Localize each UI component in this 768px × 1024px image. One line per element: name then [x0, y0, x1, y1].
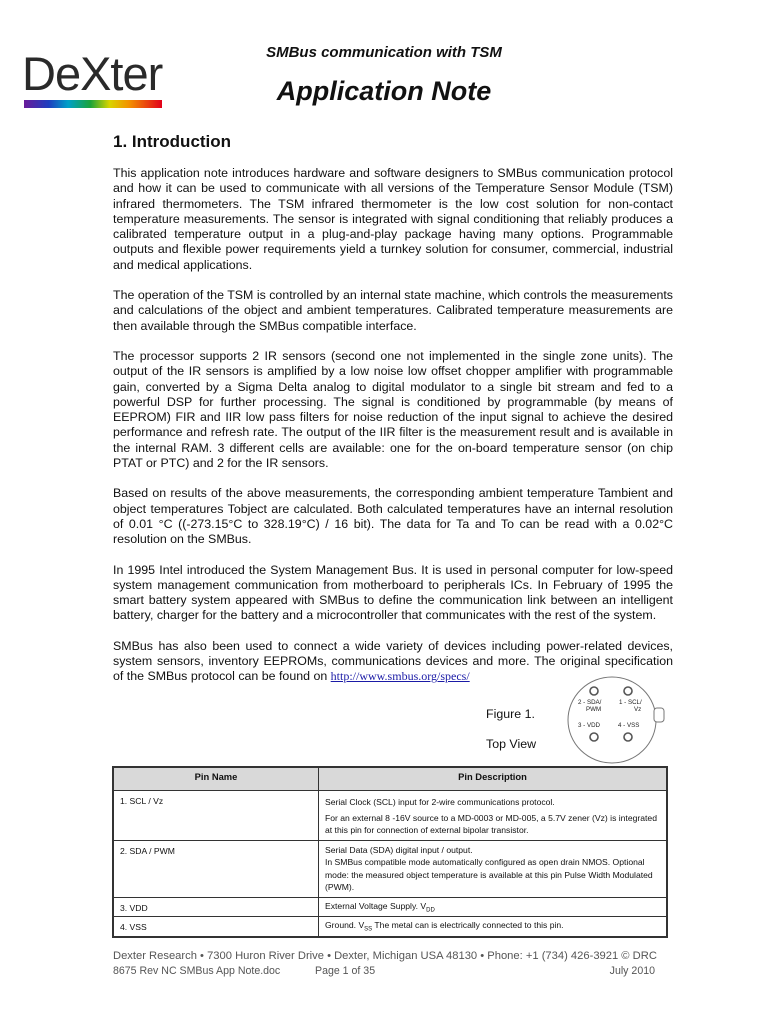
- paragraph-3: The processor supports 2 IR sensors (second one not implemented in the single zone units). The output of the IR sensors is amplified by a low noise low offset chopper amplifier with programmable gain, converted by a Sigma Delta analog to digital modulator to a single bit stream and fed to a powerful DSP for further processing. The signal is conditioned by programmable (by means of EEPROM) FIR and IIR low pass filters for noise reduction of the input signal to achieve the desired performance and refresh rate. The output of the IIR filter is the measurement result and is available in the internal RAM. 3 different cells are available: one for the on-board temperature sensor (on chip PTAT or PTC) and 2 for the IR sensors.: [113, 348, 673, 471]
- pin-2-label: 2 - SDA/: [578, 699, 602, 706]
- pin-table: [112, 766, 668, 938]
- table-row: [113, 897, 667, 917]
- pin-2-label-b: PWM: [586, 706, 602, 713]
- pinout-diagram: [562, 674, 674, 766]
- pin-desc-text: External Voltage Supply. V: [325, 900, 427, 911]
- table-row: [113, 917, 667, 937]
- pin-desc-subscript: SS: [364, 926, 373, 933]
- pin-desc-cell: [319, 840, 668, 897]
- can-outline: [568, 677, 656, 763]
- paragraph-6-text: SMBus has also been used to connect a wide variety of devices including power-related devices, system sensors, inventory EEPROMs, communications devices and more. The original specification of the SMBus protocol can be found on: [113, 638, 673, 684]
- pin-1-label-b: Vz: [634, 706, 642, 713]
- pin-1-label: 1 - SCL/: [619, 699, 642, 706]
- pin-desc-cell: [319, 917, 668, 937]
- footer-date: July 2010: [609, 965, 655, 977]
- pin-3-label: 3 - VDD: [578, 722, 601, 729]
- header-pin-description: Pin Description: [319, 767, 668, 791]
- paragraph-5: In 1995 Intel introduced the System Management Bus. It is used in personal computer for low-speed system management communication from motherboard to peripherals ICs. In February of 1995 the smart battery system appeared with SMBus to define the communication link between an intelligent battery, charger for the battery and a microcontroller that communicates with the rest of the system.: [113, 562, 673, 623]
- footer-doc-name: 8675 Rev NC SMBus App Note.doc: [113, 965, 281, 977]
- pin-3-dot: [590, 733, 598, 741]
- figure-view-label: Top View: [486, 737, 537, 751]
- pin-name-cell: 3. VDD: [113, 897, 319, 917]
- figure-label: Figure 1.: [486, 707, 535, 721]
- pin-name-cell: 2. SDA / PWM: [113, 840, 319, 897]
- pin-4-label: 4 - VSS: [618, 722, 640, 729]
- paragraph-2: The operation of the TSM is controlled by an internal state machine, which controls the measurements and calculations of the object and ambient temperatures. Calibrated temperature measurements are then available through the SMBus compatible interface.: [113, 288, 673, 333]
- paragraph-1: This application note introduces hardware and software designers to SMBus communication protocol and how it can be used to communicate with all versions of the Temperature Sensor Module (TSM) infrared thermometers. The TSM infrared thermometer is the low cost solution for non-contact temperature measurements. The sensor is integrated with signal conditioning that reliably produces a calibrated temperature output in a plug-and-play package having many options. Programmable outputs and flexible power requirements yield a turnkey solution for consumer, commercial, industrial and medical applications.: [113, 166, 673, 272]
- pin-4-dot: [624, 733, 632, 741]
- footer-address: Dexter Research • 7300 Huron River Drive • Dexter, Michigan USA 48130 • Phone: +1 (734) 426-3921 © DRC: [113, 950, 657, 962]
- pin-desc-line: In SMBus compatible mode automatically configured as open drain NMOS. Optional mode: the measured object temperature is available at this pin Pulse Width Modulated (PWM).: [325, 857, 653, 892]
- header-pin-name: Pin Name: [113, 767, 319, 791]
- tab-outline: [654, 708, 664, 722]
- pin-desc-line: For an external 8 -16V source to a MD-0003 or MD-005, a 5.7V zener (Vz) is integrated at this pin for connection of external bipolar transistor.: [325, 812, 657, 835]
- table-row: [113, 791, 667, 841]
- pin-1-dot: [624, 687, 632, 695]
- table-header-row: [113, 767, 667, 791]
- document-subtitle: SMBus communication with TSM: [266, 44, 502, 61]
- section-heading: 1. Introduction: [113, 132, 232, 151]
- pin-desc-text: Ground. V: [325, 920, 365, 931]
- pin-name-cell: 1. SCL / Vz: [113, 791, 319, 841]
- pin-desc-cell: [319, 791, 668, 841]
- table-row: [113, 840, 667, 897]
- smbus-specs-link[interactable]: http://www.smbus.org/specs/: [330, 669, 470, 684]
- pin-desc-cell: [319, 897, 668, 917]
- pin-desc-line: Serial Data (SDA) digital input / output.: [325, 844, 473, 855]
- document-title: Application Note: [276, 76, 492, 106]
- body-text: [113, 166, 673, 700]
- paragraph-4: Based on results of the above measurements, the corresponding ambient temperature Tambient and object temperatures Tobject are calculated. Both calculated temperatures have an internal resolution of 0.01 °C ((-273.15°C to 328.19°C) / 16 bit). The data for Ta and To can be read with a 0.02°C resolution on the SMBus.: [113, 486, 673, 547]
- pin-desc-line: Serial Clock (SCL) input for 2-wire communications protocol.: [325, 797, 555, 807]
- logo-wordmark: DeXter: [22, 47, 163, 100]
- footer-page-number: Page 1 of 35: [315, 965, 376, 977]
- pin-2-dot: [590, 687, 598, 695]
- pin-name-cell: 4. VSS: [113, 917, 319, 937]
- footer-meta: [113, 965, 655, 977]
- pin-desc-subscript: DD: [426, 907, 435, 914]
- pin-desc-text-post: The metal can is electrically connected to this pin.: [372, 920, 564, 931]
